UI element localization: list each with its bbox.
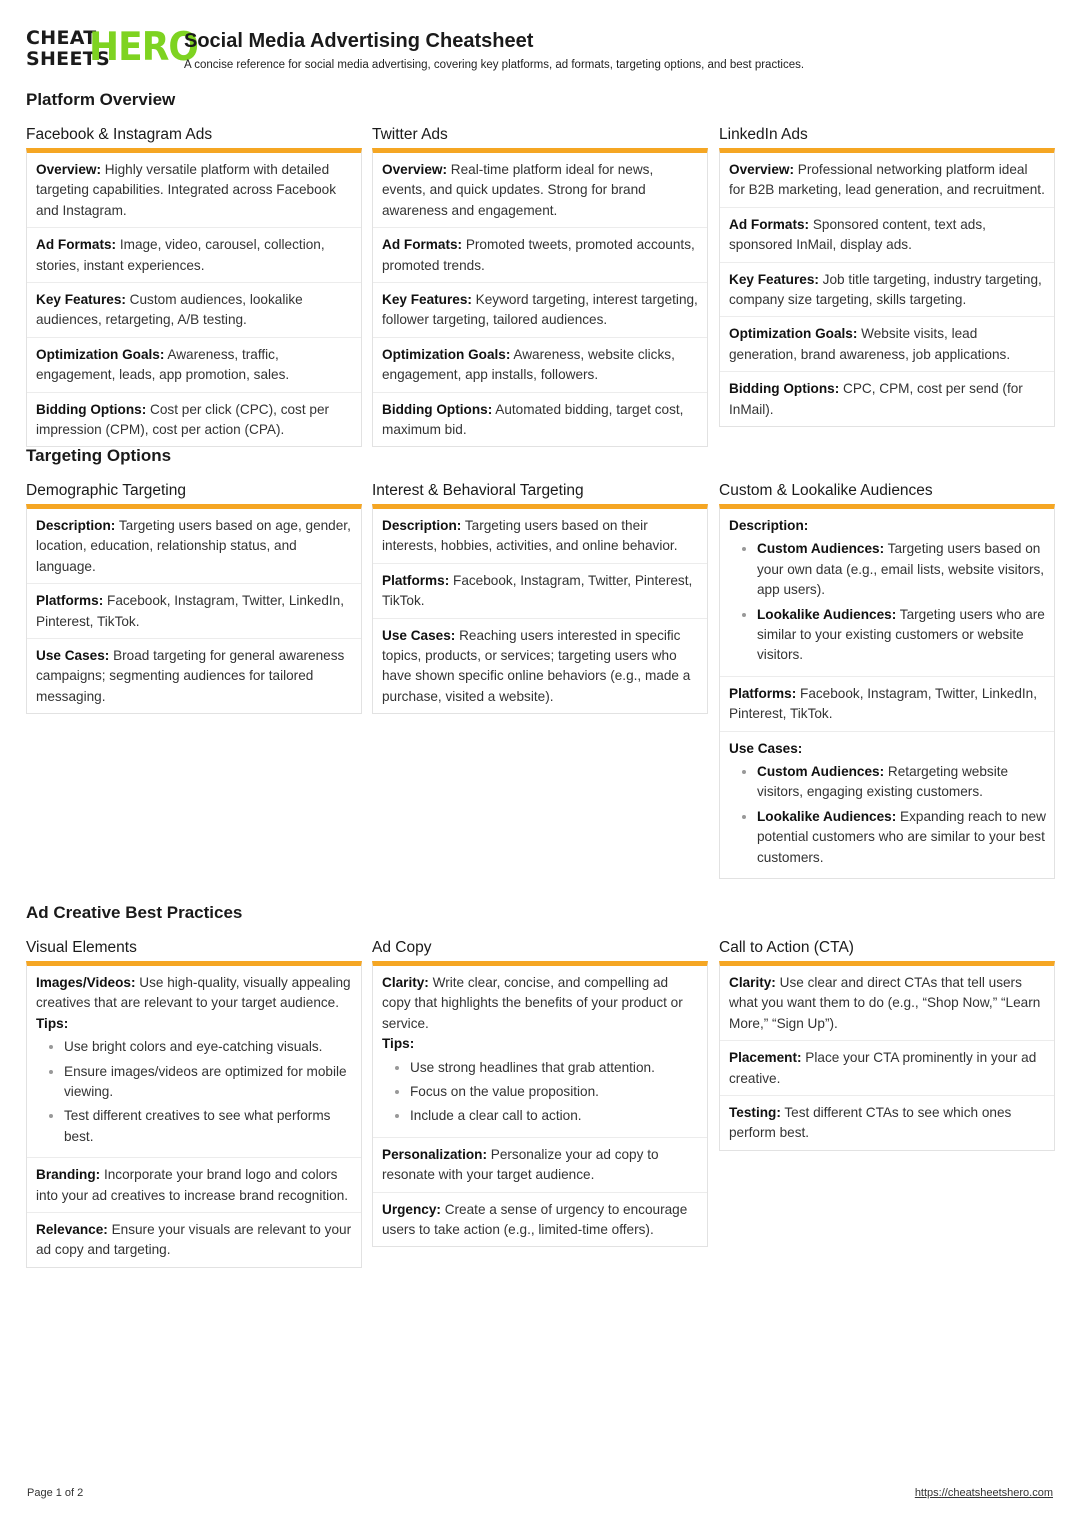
row-label: Key Features: <box>729 271 819 287</box>
column-title: Call to Action (CTA) <box>719 939 854 956</box>
card <box>719 148 1055 427</box>
row-text: Targeting users based on age, gender, location, education, relationship status, and language. <box>36 518 351 574</box>
row-text: Awareness, website clicks, engagement, app installs, followers. <box>382 346 675 383</box>
column-creative-2 <box>719 938 1055 1151</box>
bullet-list <box>729 539 1046 665</box>
row-label: Placement: <box>729 1050 802 1066</box>
page-title: Social Media Advertising Cheatsheet <box>184 30 534 52</box>
cheatsheetshero-logo[interactable] <box>26 25 198 71</box>
card <box>26 504 362 714</box>
row-label: Use Cases: <box>36 648 110 664</box>
column-title: Visual Elements <box>26 939 137 956</box>
bullet-text: Targeting users based on your own data (e.g., email lists, website visitors, app users). <box>757 541 1045 598</box>
page-subtitle: A concise reference for social media advertising, covering key platforms, ad formats, targeting options, and best practices. <box>184 59 805 71</box>
column-title: Ad Copy <box>372 939 432 956</box>
card-row <box>27 338 361 393</box>
row-text: Promoted tweets, promoted accounts, promoted trends. <box>382 237 695 273</box>
column-targeting-1 <box>372 481 708 714</box>
card-row <box>720 153 1054 208</box>
bullet-text: Targeting users who are similar to your existing customers or website visitors. <box>757 606 1045 663</box>
row-label: Personalization: <box>382 1146 487 1162</box>
row-text: CPC, CPM, cost per send (for InMail). <box>729 381 1023 417</box>
bullet-list <box>729 762 1046 868</box>
bullet-item <box>757 807 1046 868</box>
card-row <box>373 228 707 283</box>
page-header <box>26 27 1054 73</box>
card <box>372 148 708 447</box>
tips-label: Tips: <box>382 1036 415 1052</box>
row-text: Cost per click (CPC), cost per impression (CPM), cost per action (CPA). <box>36 401 330 438</box>
row-label: Urgency: <box>382 1201 441 1217</box>
row-text: Awareness, traffic, engagement, leads, app promotion, sales. <box>36 346 290 383</box>
card-row <box>373 338 707 393</box>
card <box>26 148 362 447</box>
card-row <box>27 393 361 447</box>
card-row <box>27 1213 361 1267</box>
section-title-ad-creative: Ad Creative Best Practices <box>26 903 243 922</box>
row-text: Targeting users based on their interests, hobbies, activities, and online behavior. <box>382 518 678 554</box>
column-creative-0 <box>26 938 362 1268</box>
tip-item: • Focus on the value proposition. <box>410 1082 699 1102</box>
column-platform-2 <box>719 125 1055 427</box>
row-label: Optimization Goals: <box>729 326 858 342</box>
row-text: Place your CTA prominently in your ad creative. <box>729 1050 1037 1086</box>
row-text: Automated bidding, target cost, maximum bid. <box>382 401 684 438</box>
card-row <box>27 639 361 713</box>
row-label: Bidding Options: <box>36 401 147 417</box>
card-row <box>27 283 361 338</box>
row-label: Clarity: <box>382 975 429 990</box>
card-row <box>720 1041 1054 1096</box>
bullet-text: Retargeting website visitors, engaging existing customers. <box>757 764 1009 800</box>
row-text: Sponsored content, text ads, sponsored InMail, display ads. <box>729 216 986 253</box>
section-title-targeting-options: Targeting Options <box>26 446 172 465</box>
row-text: Write clear, concise, and compelling ad copy that highlights the benefits of your product or service. <box>382 975 683 1031</box>
row-label: Relevance: <box>36 1222 108 1238</box>
card-row <box>27 509 361 584</box>
row-text: Use high-quality, visually appealing creatives that are relevant to your target audience. <box>36 975 351 1011</box>
row-text: Professional networking platform ideal for B2B marketing, lead generation, and recruitment. <box>729 162 1045 198</box>
row-label: Overview: <box>36 162 101 177</box>
row-label: Images/Videos: <box>36 975 136 990</box>
row-label: Description: <box>382 518 462 533</box>
row-label: Description: <box>729 518 809 533</box>
row-label: Ad Formats: <box>36 237 117 253</box>
column-targeting-0 <box>26 481 362 714</box>
column-targeting-2 <box>719 481 1055 879</box>
row-label: Description: <box>36 518 116 533</box>
row-label: Platforms: <box>382 572 450 588</box>
column-creative-1 <box>372 938 708 1247</box>
row-label: Optimization Goals: <box>36 346 165 362</box>
row-label: Branding: <box>36 1167 101 1183</box>
row-text: Website visits, lead generation, brand awareness, job applications. <box>729 326 1011 362</box>
tip-item: • Use bright colors and eye-catching visuals. <box>64 1037 353 1057</box>
card-row <box>720 208 1054 263</box>
site-link[interactable]: https://cheatsheetshero.com <box>914 1487 1053 1499</box>
row-text: Reaching users interested in specific topics, products, or services; targeting users who have shown specific online behaviors (e.g., made a purchase, visited a website). <box>382 627 691 704</box>
card-row <box>373 509 707 564</box>
row-text: Facebook, Instagram, Twitter, LinkedIn, Pinterest, TikTok. <box>729 685 1038 722</box>
row-label: Ad Formats: <box>382 237 463 253</box>
logo-text-hero: HERO <box>89 25 198 70</box>
section-title-platform-overview: Platform Overview <box>26 90 176 109</box>
row-label: Platforms: <box>729 685 797 701</box>
row-label: Use Cases: <box>729 740 803 756</box>
tip-item: • Include a clear call to action. <box>410 1106 699 1126</box>
logo-text-cheat: CHEAT <box>26 27 97 49</box>
row-label: Bidding Options: <box>729 381 840 397</box>
row-label: Overview: <box>729 162 794 177</box>
card-row <box>373 283 707 338</box>
row-text: Broad targeting for general awareness campaigns; segmenting audiences for tailored messaging. <box>36 648 345 704</box>
tip-item: • Use strong headlines that grab attention. <box>410 1058 699 1078</box>
row-text: Test different CTAs to see which ones perform best. <box>729 1105 1012 1141</box>
card-row <box>720 509 1054 677</box>
column-title: Facebook & Instagram Ads <box>26 126 213 143</box>
card-row <box>27 228 361 283</box>
column-title: Custom & Lookalike Audiences <box>719 482 933 499</box>
row-text: Personalize your ad copy to resonate with your target audience. <box>382 1146 659 1183</box>
tips-label: Tips: <box>36 1015 69 1031</box>
row-text: Ensure your visuals are relevant to your ad copy and targeting. <box>36 1222 352 1258</box>
row-label: Use Cases: <box>382 627 456 643</box>
card-row <box>373 1138 707 1193</box>
bullet-item <box>757 605 1046 666</box>
bullet-item <box>757 539 1046 600</box>
card-row <box>720 732 1054 878</box>
card-row <box>720 1096 1054 1150</box>
page-number: Page 1 of 2 <box>27 1487 84 1499</box>
row-label: Optimization Goals: <box>382 346 511 362</box>
column-title: Demographic Targeting <box>26 482 186 499</box>
row-text: Create a sense of urgency to encourage users to take action (e.g., limited-time offers). <box>382 1201 688 1238</box>
card <box>719 961 1055 1151</box>
card-row <box>720 677 1054 732</box>
row-label: Clarity: <box>729 975 776 990</box>
column-title: Interest & Behavioral Targeting <box>372 482 584 499</box>
row-text: Image, video, carousel, collection, stories, instant experiences. <box>36 237 325 273</box>
row-text: Real-time platform ideal for news, events, and quick updates. Strong for brand awareness and engagement. <box>382 162 654 218</box>
card-row <box>373 966 707 1138</box>
card-row <box>27 584 361 639</box>
bullet-item <box>757 762 1046 803</box>
column-platform-0 <box>26 125 362 447</box>
row-text: Job title targeting, industry targeting, company size targeting, skills targeting. <box>729 271 1042 308</box>
card <box>26 961 362 1268</box>
card-row <box>373 393 707 447</box>
card <box>372 504 708 714</box>
row-label: Testing: <box>729 1105 781 1121</box>
card <box>719 504 1055 879</box>
row-text: Keyword targeting, interest targeting, follower targeting, tailored audiences. <box>382 292 698 328</box>
card-row <box>373 1193 707 1247</box>
row-label: Key Features: <box>382 292 472 308</box>
card-row <box>27 966 361 1158</box>
row-text: Facebook, Instagram, Twitter, LinkedIn, Pinterest, TikTok. <box>36 593 345 629</box>
column-platform-1 <box>372 125 708 447</box>
row-text: Custom audiences, lookalike audiences, retargeting, A/B testing. <box>36 292 303 328</box>
row-text: Facebook, Instagram, Twitter, Pinterest, TikTok. <box>382 572 693 609</box>
column-title: LinkedIn Ads <box>719 126 808 143</box>
card <box>372 961 708 1247</box>
logo-text-sheets: SHEETS <box>26 48 110 70</box>
row-text: Use clear and direct CTAs that tell users what you want them to do (e.g., “Shop Now,” “Learn More,” “Sign Up”). <box>729 975 1041 1031</box>
card-row <box>373 153 707 228</box>
bullet-label: Lookalike Audiences: <box>757 808 897 824</box>
bullet-label: Custom Audiences: <box>757 541 885 557</box>
card-row <box>720 317 1054 372</box>
tips-list <box>382 1058 699 1127</box>
bullet-text: Expanding reach to new potential customers who are similar to your best customers. <box>757 808 1046 865</box>
tips-list <box>36 1037 353 1147</box>
card-row <box>373 564 707 619</box>
tip-item: • Test different creatives to see what performs best. <box>64 1106 353 1147</box>
card-row <box>720 263 1054 318</box>
card-row <box>720 966 1054 1041</box>
row-text: Incorporate your brand logo and colors into your ad creatives to increase brand recognition. <box>36 1167 349 1203</box>
row-label: Overview: <box>382 162 447 177</box>
column-title: Twitter Ads <box>372 126 448 143</box>
row-label: Key Features: <box>36 292 126 308</box>
row-label: Platforms: <box>36 593 104 609</box>
row-text: Highly versatile platform with detailed targeting capabilities. Integrated across Facebook and Instagram. <box>36 162 336 218</box>
bullet-label: Custom Audiences: <box>757 764 885 780</box>
card-row <box>27 1158 361 1213</box>
title-block <box>184 29 804 72</box>
row-label: Ad Formats: <box>729 216 810 232</box>
tip-item: • Ensure images/videos are optimized for mobile viewing. <box>64 1062 353 1103</box>
card-row <box>373 619 707 714</box>
card-row <box>27 153 361 228</box>
bullet-label: Lookalike Audiences: <box>757 606 897 622</box>
row-label: Bidding Options: <box>382 401 493 417</box>
card-row <box>720 372 1054 426</box>
